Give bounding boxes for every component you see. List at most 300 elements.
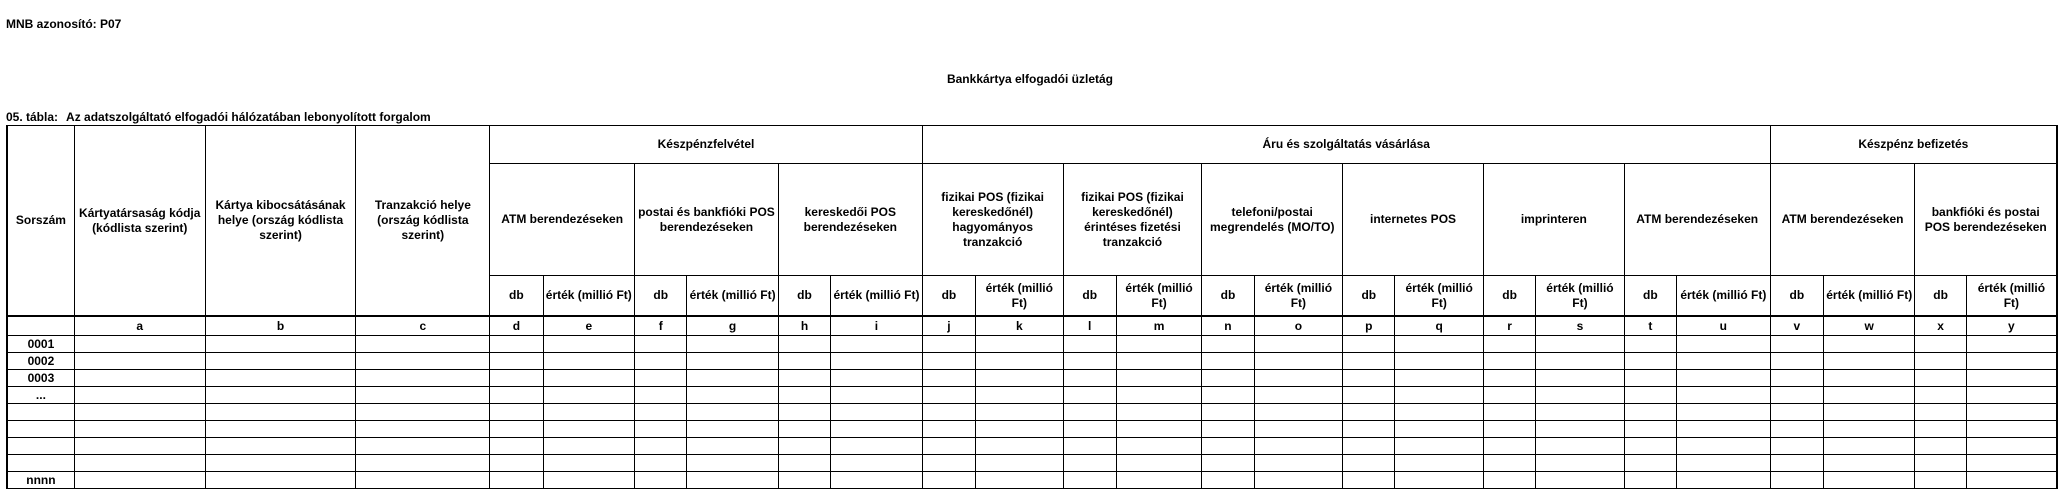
data-cell[interactable]	[543, 387, 635, 404]
row-number: 0001	[7, 336, 74, 353]
column-letter: x	[1915, 316, 1966, 336]
data-cell[interactable]	[635, 472, 687, 489]
data-cell[interactable]	[205, 404, 356, 421]
data-cell[interactable]	[831, 353, 923, 370]
table-row	[7, 472, 2057, 489]
data-cell[interactable]	[1395, 455, 1484, 472]
value-column-header: érték (millió Ft)	[543, 276, 635, 317]
data-cell[interactable]	[1483, 421, 1535, 438]
data-cell[interactable]	[1823, 353, 1915, 370]
data-cell[interactable]	[1395, 387, 1484, 404]
data-cell[interactable]	[778, 421, 830, 438]
table-caption	[6, 110, 431, 124]
data-cell[interactable]	[1915, 387, 1966, 404]
data-cell[interactable]	[922, 438, 975, 455]
value-column-header: érték (millió Ft)	[1395, 276, 1484, 317]
column-letter: d	[490, 316, 543, 336]
data-cell[interactable]	[543, 455, 635, 472]
count-column-header: db	[635, 276, 687, 317]
data-cell[interactable]	[922, 387, 975, 404]
column-letter: c	[356, 316, 490, 336]
data-cell[interactable]	[1677, 353, 1771, 370]
physical-pos-contactless-header: fizikai POS (fizikai kereskedőnél) érintéses fizetési tranzakció	[1063, 164, 1202, 276]
data-cell[interactable]	[1536, 438, 1625, 455]
data-cell[interactable]	[1770, 455, 1823, 472]
data-cell[interactable]	[1063, 336, 1116, 353]
data-cell[interactable]	[1677, 404, 1771, 421]
data-cell[interactable]	[922, 353, 975, 370]
data-cell[interactable]	[1624, 472, 1676, 489]
data-cell[interactable]	[1254, 438, 1343, 455]
count-column-header: db	[1063, 276, 1116, 317]
data-cell[interactable]	[976, 353, 1064, 370]
data-cell[interactable]	[490, 353, 543, 370]
data-cell[interactable]	[74, 387, 205, 404]
data-cell[interactable]	[778, 455, 830, 472]
data-cell[interactable]	[1063, 370, 1116, 387]
value-column-header: érték (millió Ft)	[1254, 276, 1343, 317]
data-cell[interactable]	[1966, 387, 2057, 404]
data-cell[interactable]	[1116, 472, 1201, 489]
value-column-header: érték (millió Ft)	[1966, 276, 2057, 317]
data-cell[interactable]	[831, 387, 923, 404]
data-cell[interactable]	[1202, 387, 1254, 404]
row-number: 0003	[7, 370, 74, 387]
postal-pos-withdrawal-header: postai és bankfióki POS berendezéseken	[635, 164, 779, 276]
row-number	[7, 404, 74, 421]
data-cell[interactable]	[205, 353, 356, 370]
data-cell[interactable]	[976, 336, 1064, 353]
data-cell[interactable]	[490, 404, 543, 421]
value-column-header: érték (millió Ft)	[831, 276, 923, 317]
data-cell[interactable]	[1343, 472, 1395, 489]
data-cell[interactable]	[1770, 370, 1823, 387]
data-cell[interactable]	[1254, 421, 1343, 438]
data-cell[interactable]	[831, 370, 923, 387]
data-cell[interactable]	[635, 336, 687, 353]
column-letter: q	[1395, 316, 1484, 336]
value-column-header: érték (millió Ft)	[1823, 276, 1915, 317]
data-cell[interactable]	[831, 336, 923, 353]
data-cell[interactable]	[1116, 421, 1201, 438]
count-column-header: db	[922, 276, 975, 317]
column-letter: a	[74, 316, 205, 336]
data-cell[interactable]	[543, 353, 635, 370]
data-cell[interactable]	[1624, 455, 1676, 472]
row-number	[7, 438, 74, 455]
data-cell[interactable]	[490, 421, 543, 438]
data-cell[interactable]	[205, 387, 356, 404]
card-company-code-header: Kártyatársaság kódja (kódlista szerint)	[74, 126, 205, 317]
row-number-header: Sorszám	[7, 126, 74, 317]
data-cell[interactable]	[1343, 421, 1395, 438]
data-cell[interactable]	[1536, 472, 1625, 489]
data-cell[interactable]	[1483, 404, 1535, 421]
value-column-header: érték (millió Ft)	[1536, 276, 1625, 317]
data-cell[interactable]	[1677, 336, 1771, 353]
data-cell[interactable]	[1823, 438, 1915, 455]
data-cell[interactable]	[976, 421, 1064, 438]
cash-withdrawal-group: Készpénzfelvétel	[490, 126, 923, 164]
column-letter: v	[1770, 316, 1823, 336]
data-cell[interactable]	[1823, 472, 1915, 489]
data-cell[interactable]	[1966, 404, 2057, 421]
data-cell[interactable]	[1823, 370, 1915, 387]
data-cell[interactable]	[1966, 336, 2057, 353]
column-letter: o	[1254, 316, 1343, 336]
data-cell[interactable]	[687, 336, 779, 353]
data-cell[interactable]	[1536, 353, 1625, 370]
data-cell[interactable]	[1483, 387, 1535, 404]
data-cell[interactable]	[1254, 387, 1343, 404]
data-cell[interactable]	[687, 387, 779, 404]
data-cell[interactable]	[1202, 421, 1254, 438]
data-cell[interactable]	[1116, 336, 1201, 353]
data-cell[interactable]	[1254, 404, 1343, 421]
data-cell[interactable]	[543, 472, 635, 489]
column-letter: p	[1343, 316, 1395, 336]
data-cell[interactable]	[922, 421, 975, 438]
cash-deposit-group: Készpénz befizetés	[1770, 126, 2057, 164]
data-cell[interactable]	[1915, 336, 1966, 353]
data-cell[interactable]	[922, 455, 975, 472]
data-cell[interactable]	[1823, 336, 1915, 353]
data-cell[interactable]	[1770, 472, 1823, 489]
data-cell[interactable]	[356, 404, 490, 421]
data-cell[interactable]	[1063, 404, 1116, 421]
data-cell[interactable]	[543, 421, 635, 438]
data-cell[interactable]	[1483, 438, 1535, 455]
value-column-header: érték (millió Ft)	[1116, 276, 1201, 317]
column-letter: t	[1624, 316, 1676, 336]
row-number: ...	[7, 387, 74, 404]
data-cell[interactable]	[356, 455, 490, 472]
data-cell[interactable]	[1966, 421, 2057, 438]
data-cell[interactable]	[778, 336, 830, 353]
data-cell[interactable]	[1483, 336, 1535, 353]
data-cell[interactable]	[1915, 353, 1966, 370]
data-cell[interactable]	[1254, 455, 1343, 472]
data-cell[interactable]	[205, 455, 356, 472]
data-cell[interactable]	[490, 370, 543, 387]
data-cell[interactable]	[1343, 336, 1395, 353]
data-cell[interactable]	[1343, 370, 1395, 387]
data-cell[interactable]	[635, 404, 687, 421]
data-cell[interactable]	[1770, 438, 1823, 455]
data-cell[interactable]	[1063, 387, 1116, 404]
column-letter: f	[635, 316, 687, 336]
data-cell[interactable]	[356, 336, 490, 353]
data-cell[interactable]	[635, 438, 687, 455]
merchant-pos-withdrawal-header: kereskedői POS berendezéseken	[778, 164, 922, 276]
data-cell[interactable]	[635, 455, 687, 472]
data-cell[interactable]	[635, 421, 687, 438]
data-cell[interactable]	[1395, 421, 1484, 438]
count-column-header: db	[1770, 276, 1823, 317]
data-cell[interactable]	[1770, 387, 1823, 404]
data-cell[interactable]	[1823, 387, 1915, 404]
data-cell[interactable]	[1343, 387, 1395, 404]
value-column-header: érték (millió Ft)	[687, 276, 779, 317]
table-row	[7, 455, 2057, 472]
column-letter: y	[1966, 316, 2057, 336]
data-cell[interactable]	[205, 472, 356, 489]
data-cell[interactable]	[1770, 404, 1823, 421]
data-cell[interactable]	[543, 404, 635, 421]
data-cell[interactable]	[1624, 353, 1676, 370]
data-cell[interactable]	[778, 370, 830, 387]
data-cell[interactable]	[356, 370, 490, 387]
data-cell[interactable]	[1483, 455, 1535, 472]
data-cell[interactable]	[778, 472, 830, 489]
table-row	[7, 353, 2057, 370]
data-cell[interactable]	[205, 370, 356, 387]
data-cell[interactable]	[1254, 336, 1343, 353]
data-cell[interactable]	[1624, 421, 1676, 438]
transaction-country-header: Tranzakció helye (ország kódlista szerint)	[356, 126, 490, 317]
data-cell[interactable]	[1770, 336, 1823, 353]
column-letter: b	[205, 316, 356, 336]
data-cell[interactable]	[922, 336, 975, 353]
data-cell[interactable]	[1063, 353, 1116, 370]
data-cell[interactable]	[687, 455, 779, 472]
data-cell[interactable]	[1202, 472, 1254, 489]
data-cell[interactable]	[1343, 353, 1395, 370]
count-column-header: db	[1624, 276, 1676, 317]
data-cell[interactable]	[74, 353, 205, 370]
data-cell[interactable]	[1915, 404, 1966, 421]
table-title: Az adatszolgáltató elfogadói hálózatában lebonyolított forgalom	[66, 110, 431, 124]
data-cell[interactable]	[1202, 404, 1254, 421]
data-cell[interactable]	[1677, 455, 1771, 472]
data-cell[interactable]	[1536, 404, 1625, 421]
data-cell[interactable]	[778, 353, 830, 370]
data-cell[interactable]	[74, 455, 205, 472]
data-cell[interactable]	[1624, 336, 1676, 353]
data-cell[interactable]	[1063, 421, 1116, 438]
data-cell[interactable]	[1254, 370, 1343, 387]
data-cell[interactable]	[1116, 438, 1201, 455]
data-cell[interactable]	[1915, 472, 1966, 489]
branch-postal-pos-deposit-header: bankfióki és postai POS berendezéseken	[1915, 164, 2057, 276]
data-cell[interactable]	[1202, 438, 1254, 455]
data-cell[interactable]	[1624, 438, 1676, 455]
data-cell[interactable]	[922, 472, 975, 489]
data-cell[interactable]	[976, 472, 1064, 489]
data-cell[interactable]	[1395, 353, 1484, 370]
data-cell[interactable]	[1677, 370, 1771, 387]
data-cell[interactable]	[1915, 455, 1966, 472]
data-cell[interactable]	[205, 438, 356, 455]
data-cell[interactable]	[1770, 353, 1823, 370]
data-cell[interactable]	[543, 336, 635, 353]
table-row	[7, 438, 2057, 455]
data-cell[interactable]	[778, 404, 830, 421]
data-cell[interactable]	[490, 387, 543, 404]
data-cell[interactable]	[687, 404, 779, 421]
table-row	[7, 404, 2057, 421]
data-cell[interactable]	[1915, 421, 1966, 438]
data-cell[interactable]	[635, 387, 687, 404]
table-row	[7, 421, 2057, 438]
column-letter: e	[543, 316, 635, 336]
data-cell[interactable]	[1966, 370, 2057, 387]
column-letter: k	[976, 316, 1064, 336]
data-cell[interactable]	[1536, 455, 1625, 472]
data-cell[interactable]	[1677, 387, 1771, 404]
data-cell[interactable]	[1483, 353, 1535, 370]
data-cell[interactable]	[976, 387, 1064, 404]
data-cell[interactable]	[1915, 438, 1966, 455]
data-cell[interactable]	[1536, 336, 1625, 353]
data-cell[interactable]	[74, 404, 205, 421]
column-letter: l	[1063, 316, 1116, 336]
data-cell[interactable]	[1395, 404, 1484, 421]
data-cell[interactable]	[635, 353, 687, 370]
data-cell[interactable]	[1254, 353, 1343, 370]
data-cell[interactable]	[74, 472, 205, 489]
column-letter: m	[1116, 316, 1201, 336]
data-cell[interactable]	[831, 421, 923, 438]
data-cell[interactable]	[1116, 387, 1201, 404]
data-cell[interactable]	[490, 438, 543, 455]
data-cell[interactable]	[687, 438, 779, 455]
column-letter: w	[1823, 316, 1915, 336]
data-cell[interactable]	[687, 421, 779, 438]
data-cell[interactable]	[1536, 370, 1625, 387]
data-cell[interactable]	[1343, 404, 1395, 421]
data-cell[interactable]	[1677, 472, 1771, 489]
data-cell[interactable]	[1677, 438, 1771, 455]
data-cell[interactable]	[778, 387, 830, 404]
data-cell[interactable]	[1624, 370, 1676, 387]
data-cell[interactable]	[1063, 438, 1116, 455]
data-cell[interactable]	[1202, 336, 1254, 353]
data-cell[interactable]	[1624, 387, 1676, 404]
data-cell[interactable]	[1536, 421, 1625, 438]
data-cell[interactable]	[356, 421, 490, 438]
data-cell[interactable]	[1395, 438, 1484, 455]
data-cell[interactable]	[74, 336, 205, 353]
letter-row-blank-cell	[7, 316, 74, 336]
internet-pos-header: internetes POS	[1343, 164, 1484, 276]
data-cell[interactable]	[1966, 353, 2057, 370]
data-cell[interactable]	[543, 438, 635, 455]
data-cell[interactable]	[976, 438, 1064, 455]
data-cell[interactable]	[1063, 455, 1116, 472]
data-cell[interactable]	[74, 421, 205, 438]
row-number: nnnn	[7, 472, 74, 489]
data-cell[interactable]	[74, 438, 205, 455]
data-cell[interactable]	[1202, 455, 1254, 472]
data-cell[interactable]	[1483, 370, 1535, 387]
data-cell[interactable]	[1395, 370, 1484, 387]
data-cell[interactable]	[490, 455, 543, 472]
data-cell[interactable]	[635, 370, 687, 387]
data-cell[interactable]	[1343, 438, 1395, 455]
data-cell[interactable]	[922, 370, 975, 387]
data-cell[interactable]	[356, 387, 490, 404]
table-number: 05. tábla:	[6, 110, 59, 124]
data-cell[interactable]	[1823, 455, 1915, 472]
data-cell[interactable]	[1116, 455, 1201, 472]
column-letter: r	[1483, 316, 1535, 336]
data-cell[interactable]	[687, 472, 779, 489]
data-cell[interactable]	[1116, 404, 1201, 421]
data-cell[interactable]	[1915, 370, 1966, 387]
atm-deposit-header: ATM berendezéseken	[1770, 164, 1915, 276]
data-cell[interactable]	[1202, 353, 1254, 370]
data-cell[interactable]	[831, 438, 923, 455]
data-cell[interactable]	[356, 472, 490, 489]
data-cell[interactable]	[778, 438, 830, 455]
data-cell[interactable]	[356, 438, 490, 455]
count-column-header: db	[490, 276, 543, 317]
atm-purchase-header: ATM berendezéseken	[1624, 164, 1770, 276]
data-cell[interactable]	[831, 404, 923, 421]
data-cell[interactable]	[922, 404, 975, 421]
data-cell[interactable]	[976, 455, 1064, 472]
data-cell[interactable]	[356, 353, 490, 370]
data-cell[interactable]	[1116, 370, 1201, 387]
data-cell[interactable]	[1823, 421, 1915, 438]
data-cell[interactable]	[1624, 404, 1676, 421]
data-cell[interactable]	[1063, 472, 1116, 489]
column-letter: j	[922, 316, 975, 336]
data-cell[interactable]	[1677, 421, 1771, 438]
data-cell[interactable]	[74, 370, 205, 387]
row-number: 0002	[7, 353, 74, 370]
data-cell[interactable]	[1823, 404, 1915, 421]
column-letter: u	[1677, 316, 1771, 336]
data-cell[interactable]	[1536, 387, 1625, 404]
data-cell[interactable]	[1343, 455, 1395, 472]
data-cell[interactable]	[976, 404, 1064, 421]
phone-postal-order-header: telefoni/postai megrendelés (MO/TO)	[1202, 164, 1343, 276]
data-cell[interactable]	[1116, 353, 1201, 370]
physical-pos-traditional-header: fizikai POS (fizikai kereskedőnél) hagyományos tranzakció	[922, 164, 1063, 276]
column-letter: h	[778, 316, 830, 336]
data-cell[interactable]	[831, 472, 923, 489]
data-cell[interactable]	[490, 336, 543, 353]
data-cell[interactable]	[831, 455, 923, 472]
table-row	[7, 370, 2057, 387]
data-cell[interactable]	[543, 370, 635, 387]
table-row	[7, 336, 2057, 353]
data-cell[interactable]	[1395, 336, 1484, 353]
card-issuer-country-header: Kártya kibocsátásának helye (ország kódlista szerint)	[205, 126, 356, 317]
data-cell[interactable]	[1966, 455, 2057, 472]
data-cell[interactable]	[1770, 421, 1823, 438]
data-cell[interactable]	[1254, 472, 1343, 489]
data-cell[interactable]	[1966, 438, 2057, 455]
reporting-table	[6, 125, 2058, 489]
data-cell[interactable]	[1395, 472, 1484, 489]
data-cell[interactable]	[490, 472, 543, 489]
atm-withdrawal-header: ATM berendezéseken	[490, 164, 635, 276]
document-title: Bankkártya elfogadói üzletág	[946, 72, 1114, 86]
data-cell[interactable]	[205, 336, 356, 353]
data-cell[interactable]	[1483, 472, 1535, 489]
data-cell[interactable]	[687, 370, 779, 387]
data-cell[interactable]	[205, 421, 356, 438]
data-cell[interactable]	[1966, 472, 2057, 489]
data-cell[interactable]	[1202, 370, 1254, 387]
data-cell[interactable]	[976, 370, 1064, 387]
value-column-header: érték (millió Ft)	[1677, 276, 1771, 317]
data-cell[interactable]	[687, 353, 779, 370]
mnb-identifier: MNB azonosító: P07	[6, 17, 122, 31]
